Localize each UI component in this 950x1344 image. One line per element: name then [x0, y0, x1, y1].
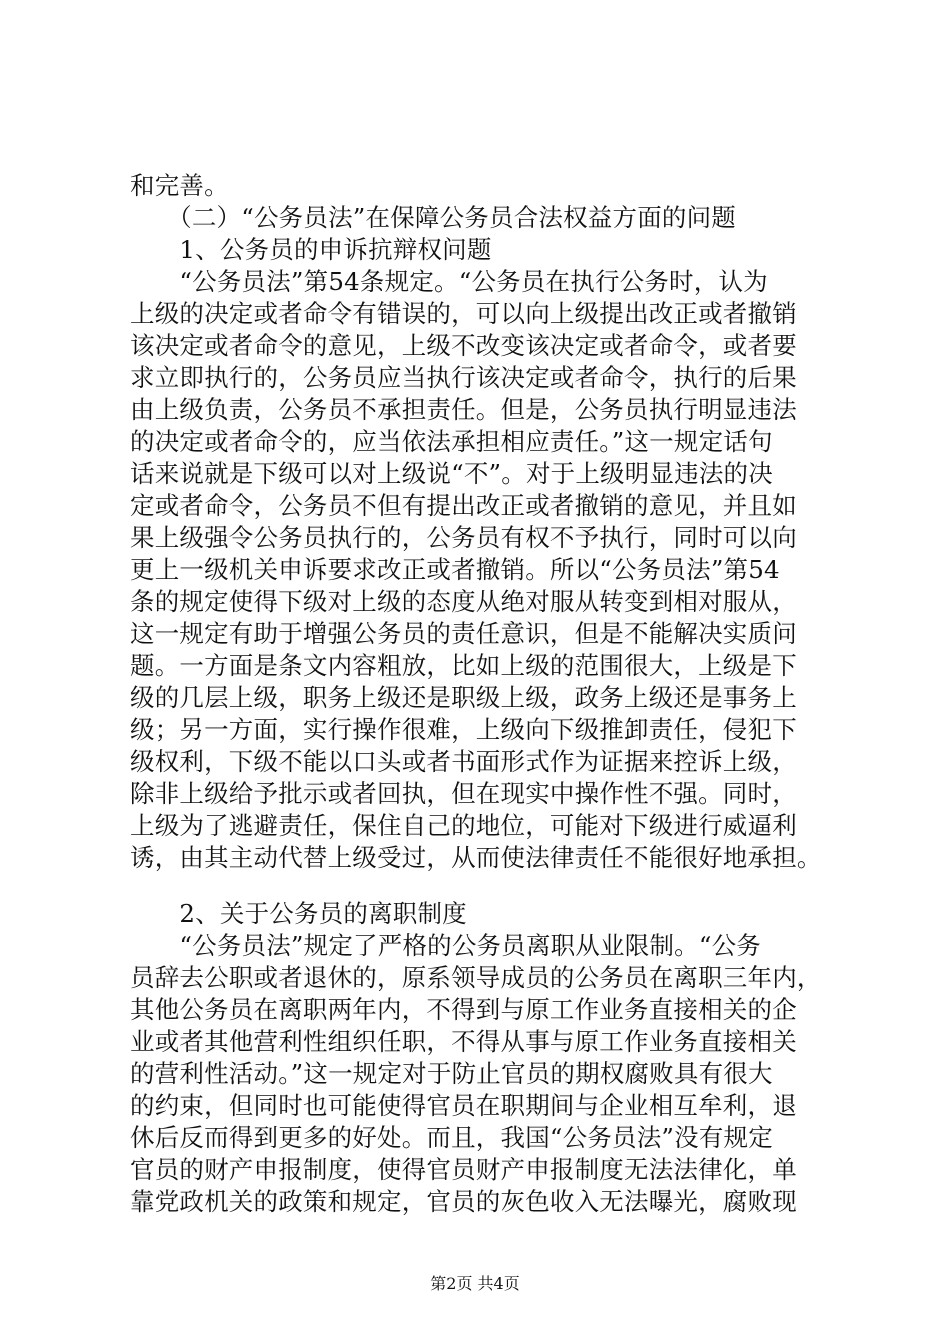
text-line: 题。一方面是条文内容粗放，比如上级的范围很大，上级是下	[130, 651, 797, 680]
page-number-footer: 第2页 共4页	[430, 1274, 520, 1293]
text-line: 求立即执行的，公务员应当执行该决定或者命令，执行的后果	[130, 363, 797, 392]
text-line: 的营利性活动。”这一规定对于防止官员的期权腐败具有很大	[130, 1059, 773, 1088]
text-line: 除非上级给予批示或者回执，但在现实中操作性不强。同时，	[130, 779, 797, 808]
text-line: 上级的决定或者命令有错误的，可以向上级提出改正或者撤销	[130, 299, 797, 328]
section-heading: （二）“公务员法”在保障公务员合法权益方面的问题	[130, 203, 736, 232]
text-line: 果上级强令公务员执行的，公务员有权不予执行，同时可以向	[130, 523, 797, 552]
text-line: 条的规定使得下级对上级的态度从绝对服从转变到相对服从，	[130, 587, 797, 616]
text-line: 靠党政机关的政策和规定，官员的灰色收入无法曝光，腐败现	[130, 1187, 797, 1216]
text-line: 诱，由其主动代替上级受过，从而使法律责任不能很好地承担。	[130, 843, 822, 872]
text-line: 上级为了逃避责任，保住自己的地位，可能对下级进行威逼利	[130, 811, 797, 840]
text-line: 由上级负责，公务员不承担责任。但是，公务员执行明显违法	[130, 395, 797, 424]
text-line: 该决定或者命令的意见，上级不改变该决定或者命令，或者要	[130, 331, 797, 360]
text-line: 更上一级机关申诉要求改正或者撤销。所以“公务员法”第54	[130, 555, 780, 584]
text-line: 员辞去公职或者退休的，原系领导成员的公务员在离职三年内，	[130, 963, 822, 992]
text-line: 话来说就是下级可以对上级说“不”。对于上级明显违法的决	[130, 459, 773, 488]
text-line: 的决定或者命令的，应当依法承担相应责任。”这一规定话句	[130, 427, 773, 456]
text-line: 这一规定有助于增强公务员的责任意识，但是不能解决实质问	[130, 619, 797, 648]
subsection-heading: 2、关于公务员的离职制度	[130, 899, 467, 928]
text-line: 级；另一方面，实行操作很难，上级向下级推卸责任，侵犯下	[130, 715, 797, 744]
text-line: 休后反而得到更多的好处。而且，我国“公务员法”没有规定	[130, 1123, 773, 1152]
text-line: 级的几层上级，职务上级还是职级上级，政务上级还是事务上	[130, 683, 797, 712]
text-line: 业或者其他营利性组织任职，不得从事与原工作业务直接相关	[130, 1027, 797, 1056]
text-line: 官员的财产申报制度，使得官员财产申报制度无法法律化，单	[130, 1155, 797, 1184]
text-line: “公务员法”规定了严格的公务员离职从业限制。“公务	[130, 931, 761, 960]
text-line: 和完善。	[130, 171, 229, 200]
text-line: 其他公务员在离职两年内，不得到与原工作业务直接相关的企	[130, 995, 797, 1024]
subsection-heading: 1、公务员的申诉抗辩权问题	[130, 235, 492, 264]
text-line: 定或者命令，公务员不但有提出改正或者撤销的意见，并且如	[130, 491, 797, 520]
text-line: 级权利，下级不能以口头或者书面形式作为证据来控诉上级，	[130, 747, 797, 776]
text-line: “公务员法”第54条规定。“公务员在执行公务时，认为	[130, 267, 768, 296]
text-line: 的约束，但同时也可能使得官员在职期间与企业相互牟利，退	[130, 1091, 797, 1120]
